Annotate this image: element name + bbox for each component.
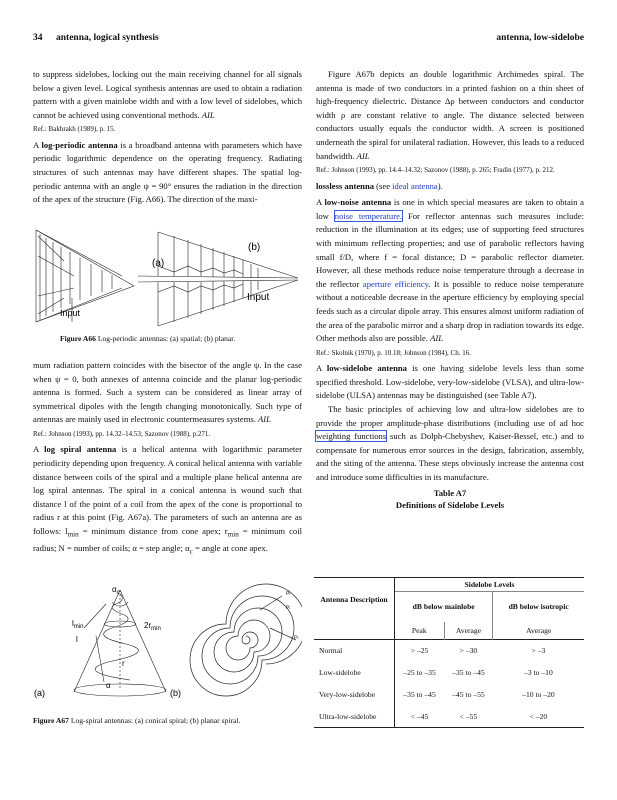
header-peak: Peak [395, 622, 445, 640]
running-head-left: antenna, logical synthesis [56, 33, 159, 43]
paragraph-log-periodic-cont: mum radiation pattern coincides with the bisector of the angle ψ. In the case when ψ = 0, both annexes of antenna coincide and the planar log-periodic antenna is formed. Such a system can be considered as linear array of symmetrical dipoles with the length changing monotonically. Such type of antennas are mainly used in electronic countermeasures systems. AIL [33, 360, 302, 425]
spatial-log-periodic-drawing [36, 230, 134, 322]
header-db-below-isotropic: dB below isotropic [508, 602, 569, 612]
term-low-noise-antenna: low-noise antenna [324, 197, 392, 208]
table-row: Low-sidelobe –25 to –35 –35 to –45 –3 to –10 [314, 662, 584, 684]
reference: Ref.: Johnson (1993), pp. 14.4–14.32; Sazonov (1988), p. 265; Fradin (1977), p. 212. [316, 166, 555, 175]
page-number: 34 [33, 33, 43, 43]
entry-log-spiral: A log spiral antenna is a helical antenna with logarithmic parameter periodicity depending upon frequency. A conical helical antenna with variable distance between coils of the spiral and a multiple plane helical antenna are log spiral antennas. The spiral in a conical antenna is wound such that distance l of the point of a coil from the apex of the cone is proportional to radius r at this point (Fig. A67a). The parameters of such an antenna are as follows: $l_{min}$ = minimum distance from cone apex; $r_{min}$ = minimum coil radius; N = number of coils; α = step angle; $\alpha_c$ = angle at cone apex. [33, 444, 302, 557]
link-noise-temperature[interactable]: noise temperature. [334, 210, 403, 221]
header-sidelobe-levels: Sidelobe Levels [395, 578, 585, 592]
figure-a67-caption: Figure A67 Log-spiral antennas: (a) conical spiral; (b) planar spiral. [33, 716, 241, 725]
fig67-l: l [76, 635, 78, 644]
left-column-top [33, 68, 302, 207]
fig67-label-a: (a) [34, 688, 45, 698]
fig66-label-a: (a) [152, 258, 165, 269]
fig67-rmin: $2r_{min}$ [144, 621, 161, 632]
fig67-r: r [122, 659, 125, 668]
left-column-middle [33, 359, 302, 560]
figure-a66-caption: Figure A66 Log-periodic antennas: (a) spatial; (b) planar. [60, 334, 236, 343]
entry-lossless-antenna: lossless antenna (see ideal antenna). [316, 180, 443, 191]
paragraph-logical-synthesis: to suppress sidelobes, locking out the main receiving channel for all signals below a given level. Logical synthesis antennas are used to obtain a radiation pattern with a given mainlobe width and with a low level of sidelobes, which cannot be achieved using conventional methods. AIL [33, 69, 302, 120]
term-log-periodic: log-periodic antenna [41, 139, 118, 150]
header-blank [314, 622, 395, 640]
entry-log-periodic: A log-periodic antenna is a broadband antenna with parameters which have periodic logarithmic dependence on the operating frequency. Radiating structures of such antennas may have different shapes. The spatial log-periodic antenna with an angle ψ = 90° ensures the radiation in the direction of the apex of the structure (Fig. A66). The direction of the maxi- [33, 139, 302, 205]
term-lossless-antenna: lossless antenna [316, 180, 375, 191]
table-row: Normal > –25 > –30 > –3 [314, 640, 584, 662]
fig66-input-a: Input [60, 308, 81, 318]
entry-low-sidelobe-antenna: A low-sidelobe antenna is one having sidelobe levels less than some specified threshold. Low-sidelobe, very-low-sidelobe (VLSA), and ultra-low-sidelobe (ULSA) antennas may be distinguished (see Table A7). [316, 363, 584, 401]
table-a7-label: Table A7 [433, 487, 467, 498]
planar-spiral-drawing [190, 584, 302, 696]
reference: Ref.: Johnson (1993), pp. 14.32–14.53; Sazonov (1988), p.271. [33, 429, 211, 438]
header-antenna-description: Antenna Description [314, 578, 395, 622]
header-db-below-mainlobe: dB below mainlobe [395, 592, 493, 622]
fig66-input-b: Input [247, 292, 270, 303]
table-row: Ultra-low-sidelobe < –45 < –55 < –20 [314, 706, 584, 728]
conical-spiral-drawing [74, 590, 166, 696]
link-aperture-efficiency[interactable]: aperture efficiency [362, 278, 429, 289]
term-log-spiral: log spiral antenna [44, 444, 117, 455]
sidelobe-table [314, 577, 584, 728]
entry-low-noise-antenna: A low-noise antenna is one in which special measures are taken to obtain a low noise temperature. For reflector antennas such measures include: reduction in the illumination at its edges; use of supporting feed structures with minimum reflecting properties; and use of parabolic reflectors having small f/D, where f = focal distance; D = parabolic reflector diameter. However, all these methods reduce noise temperature through a decrease in the reflector aperture efficiency. It is possible to reduce noise temperature without a noticeable decrease in the aperture efficiency by employing special feeds such as a circular dipole array. This ensures almost uniform radiation of the area of the parabolic mirror and a sharp drop in radiation towards its edge. Other methods also are possible. AIL [316, 197, 584, 344]
figure-a67-log-spiral [34, 582, 302, 698]
paragraph-sidelobe-principles: The basic principles of achieving low and ultra-low sidelobes are to provide the proper amplitude-phase distributions (including use of ad hoc weighting functions such as Dolph-Chebyshev, Kaiser-Bessel, etc.) and to compensate for numerous error sources in the design, fabrication, assembly, and the siting of the antenna. These steps obviously increase the antenna cost and introduce some difficulties in its manufacture. [316, 404, 584, 483]
fig67-rho1: ρ₁ [286, 590, 291, 596]
fig66-label-b: (b) [248, 242, 261, 253]
fig67-alpha-c: $\alpha_c$ [112, 585, 120, 596]
fig67-rho1b: ρ₁ [286, 604, 291, 610]
table-a7-title: Definitions of Sidelobe Levels [395, 499, 505, 510]
header-average-isotropic: Average [526, 625, 552, 635]
paragraph-archimedes-spiral: Figure A67b depicts an double logarithmic Archimedes spiral. The antenna is made of two conductors in a printed fashion on a thin sheet of high-frequency dielectric. Distance Δρ between conductors and conductor width ρ are constant relative to angle. The distance selected between conductors usually equals the conductor width. A screen is positioned underneath the spiral for unilateral radiation. However, this leads to a reduced bandwidth. AIL [316, 69, 584, 161]
header-average-mainlobe: Average [444, 622, 493, 640]
reference: Ref.: Bakhrakh (1989), p. 15. [33, 125, 116, 134]
table-a7 [314, 577, 584, 728]
reference: Ref.: Skolnik (1970), p. 10.18; Johnson (1984), Ch. 16. [316, 348, 471, 357]
figure-a66-log-periodic [34, 226, 302, 328]
fig67-label-b: (b) [170, 688, 181, 698]
term-low-sidelobe-antenna: low-sidelobe antenna [326, 363, 407, 374]
running-head-right: antenna, low-sidelobe [496, 33, 584, 43]
fig67-alpha: α [106, 681, 111, 690]
fig67-lmin: $l_{min}$ [72, 619, 84, 630]
table-row: Very-low-sidelobe –35 to –45 –45 to –55 –10 to –20 [314, 684, 584, 706]
right-column [316, 68, 584, 517]
link-weighting-functions[interactable]: weighting functions [316, 431, 387, 442]
planar-log-periodic-drawing [138, 232, 298, 326]
link-ideal-antenna[interactable]: ideal antenna [392, 180, 438, 191]
fig67-rho2: ρ₂ [294, 634, 299, 640]
